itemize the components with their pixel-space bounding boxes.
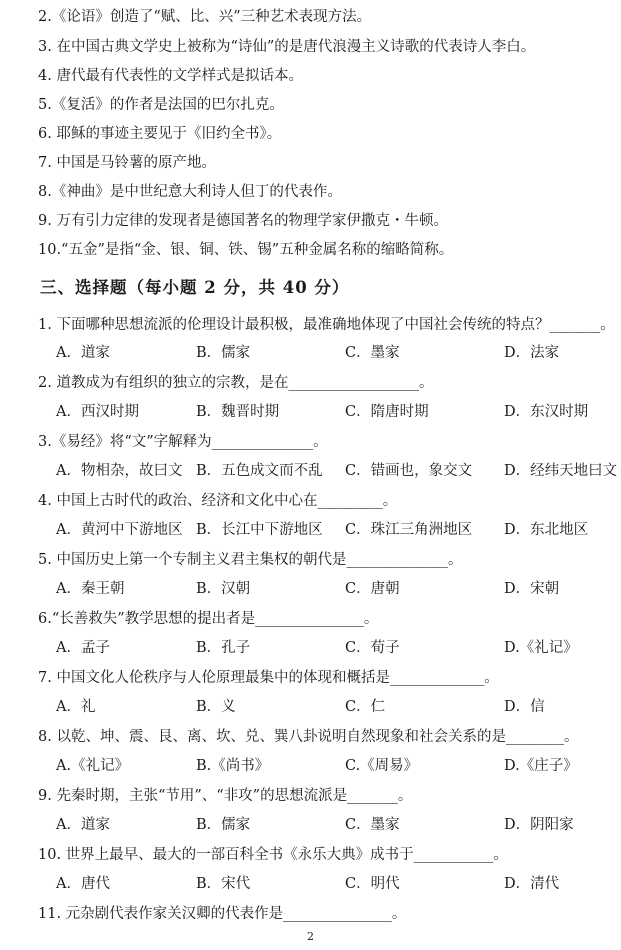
- question-1: 1. 下面哪种思想流派的伦理设计最积极，最准确地体现了中国社会传统的特点？_______。: [38, 317, 615, 333]
- option-c: C．隋唐时期: [345, 404, 429, 420]
- option-c: C．仁: [345, 699, 386, 715]
- option-d: D.《庄子》: [504, 758, 578, 774]
- option-d: D．清代: [504, 876, 560, 892]
- option-d: D．经纬天地曰文: [504, 463, 618, 479]
- option-b: B．义: [196, 699, 236, 715]
- option-c: C．错画也，象交文: [345, 463, 473, 479]
- section-title: 三、选择题（每小题 2 分，共 40 分）: [40, 278, 350, 297]
- option-d: D．法家: [504, 345, 560, 361]
- option-a: A．物相杂，故曰文: [56, 463, 183, 479]
- option-a: A．唐代: [56, 876, 110, 892]
- statement-2: 2.《论语》创造了“赋、比、兴”三种艺术表现方法。: [38, 9, 372, 25]
- question-11: 11. 元杂剧代表作家关汉卿的代表作是_______________。: [38, 906, 407, 922]
- option-b: B.《尚书》: [196, 758, 270, 774]
- statement-3: 3. 在中国古典文学史上被称为“诗仙”的是唐代浪漫主义诗歌的代表诗人李白。: [38, 39, 536, 55]
- question-10: 10. 世界上最早、最大的一部百科全书《永乐大典》成书于___________。: [38, 847, 508, 863]
- question-6-options: [56, 638, 611, 658]
- option-a: A．秦王朝: [56, 581, 125, 597]
- question-4-options: [56, 520, 611, 540]
- option-b: B．儒家: [196, 345, 251, 361]
- option-d: D．宋朝: [504, 581, 560, 597]
- option-a: A．黄河中下游地区: [56, 522, 183, 538]
- question-1-options: [56, 343, 611, 363]
- question-7: 7. 中国文化人伦秩序与人伦原理最集中的体现和概括是_____________。: [38, 670, 499, 686]
- option-c: C．墨家: [345, 345, 400, 361]
- statement-10: 10.“五金”是指“金、银、铜、铁、锡”五种金属名称的缩略简称。: [38, 242, 454, 258]
- question-10-options: [56, 874, 611, 894]
- option-b: B．儒家: [196, 817, 251, 833]
- statement-7: 7. 中国是马铃薯的原产地。: [38, 155, 216, 171]
- statement-6: 6. 耶稣的事迹主要见于《旧约全书》。: [38, 126, 282, 142]
- question-9-options: [56, 815, 611, 835]
- option-b: B．长江中下游地区: [196, 522, 323, 538]
- question-7-options: [56, 697, 611, 717]
- option-a: A.《礼记》: [56, 758, 130, 774]
- page-number: 2: [307, 930, 314, 943]
- option-a: A．孟子: [56, 640, 110, 656]
- question-6: 6.“长善救失”教学思想的提出者是_______________。: [38, 611, 379, 627]
- question-2-options: [56, 402, 611, 422]
- option-a: A．礼: [56, 699, 96, 715]
- option-d: D．信: [504, 699, 545, 715]
- question-9: 9. 先秦时期，主张“节用”、“非攻”的思想流派是_______。: [38, 788, 413, 804]
- option-c: C．荀子: [345, 640, 400, 656]
- option-a: A．道家: [56, 817, 110, 833]
- option-c: C．明代: [345, 876, 400, 892]
- option-d: D．东北地区: [504, 522, 589, 538]
- option-d: D.《礼记》: [504, 640, 578, 656]
- option-b: B．孔子: [196, 640, 251, 656]
- option-d: D．东汉时期: [504, 404, 589, 420]
- option-a: A．道家: [56, 345, 110, 361]
- option-c: C．墨家: [345, 817, 400, 833]
- question-5: 5. 中国历史上第一个专制主义君主集权的朝代是______________。: [38, 552, 463, 568]
- option-b: B．宋代: [196, 876, 251, 892]
- question-4: 4. 中国上古时代的政治、经济和文化中心在_________。: [38, 493, 398, 509]
- option-b: B．汉朝: [196, 581, 251, 597]
- option-c: C．珠江三角洲地区: [345, 522, 473, 538]
- option-a: A．西汉时期: [56, 404, 139, 420]
- option-d: D．阴阳家: [504, 817, 574, 833]
- question-8: 8. 以乾、坤、震、艮、离、坎、兑、巽八卦说明自然现象和社会关系的是________。: [38, 729, 579, 745]
- question-2: 2. 道教成为有组织的独立的宗教，是在__________________。: [38, 375, 434, 391]
- option-b: B．五色成文而不乱: [196, 463, 323, 479]
- option-c: C.《周易》: [345, 758, 419, 774]
- statement-8: 8.《神曲》是中世纪意大利诗人但丁的代表作。: [38, 184, 342, 200]
- question-3: 3.《易经》将“文”字解释为______________。: [38, 434, 328, 450]
- statement-9: 9. 万有引力定律的发现者是德国著名的物理学家伊撒克・牛顿。: [38, 213, 448, 229]
- statement-4: 4. 唐代最有代表性的文学样式是拟话本。: [38, 68, 303, 84]
- question-8-options: [56, 756, 611, 776]
- option-b: B．魏晋时期: [196, 404, 280, 420]
- option-c: C．唐朝: [345, 581, 400, 597]
- statement-5: 5.《复活》的作者是法国的巴尔扎克。: [38, 97, 284, 113]
- question-5-options: [56, 579, 611, 599]
- question-3-options: [56, 461, 618, 481]
